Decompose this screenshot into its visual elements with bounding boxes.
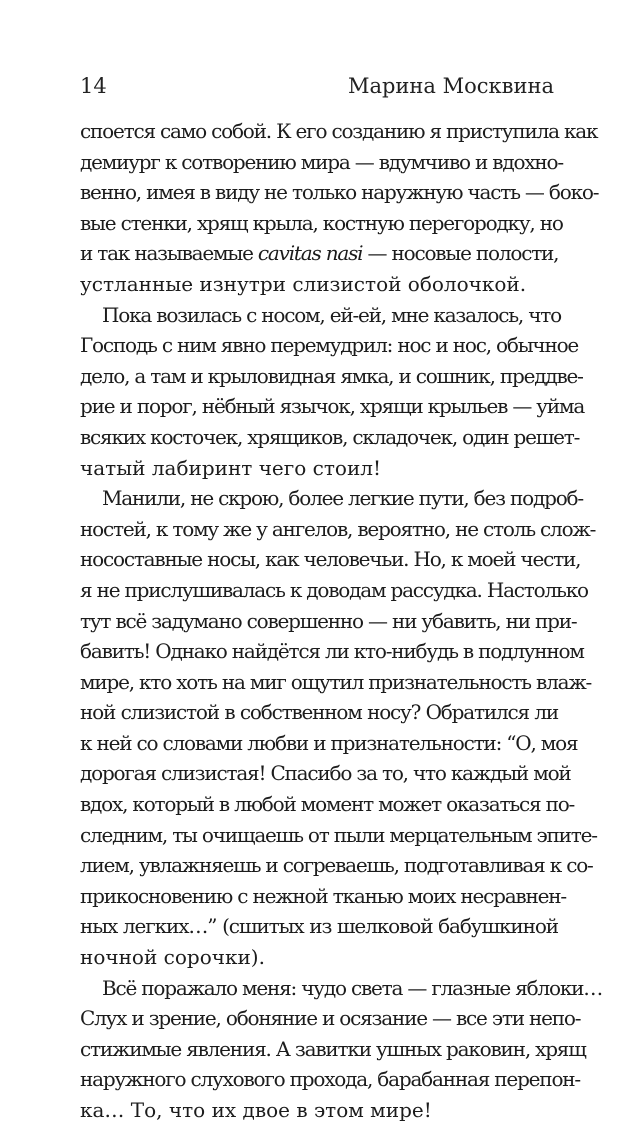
text-run: я не прислушивалась к доводам рассудка. Настолько	[80, 577, 588, 602]
text-line	[80, 667, 592, 698]
paragraph	[80, 300, 585, 484]
text-line	[80, 269, 558, 300]
page-number: 14	[80, 74, 107, 98]
text-line	[80, 391, 585, 422]
text-line	[80, 1064, 580, 1095]
text-run: стижимые явления. А завитки ушных раковин, хрящ	[80, 1036, 586, 1061]
text-run: чатый лабиринт чего стоил!	[80, 455, 382, 480]
text-run: вдох, который в любой момент может оказаться по-	[80, 792, 575, 817]
text-line	[80, 1095, 558, 1126]
text-line	[80, 116, 598, 147]
text-line	[80, 453, 558, 484]
text-line	[80, 361, 583, 392]
text-line	[80, 636, 584, 667]
text-line	[80, 544, 581, 575]
text-run: ностей, к тому же у ангелов, вероятно, не столь слож-	[80, 516, 596, 541]
text-run: споется само собой. К его созданию я приступила как	[80, 119, 598, 143]
running-head-author: Марина Москвина	[347, 74, 554, 98]
text-line	[80, 238, 558, 269]
text-line	[80, 1003, 581, 1034]
text-run: и так называемые	[80, 241, 258, 266]
text-line	[80, 300, 561, 331]
text-run: устланные изнутри слизистой оболочкой.	[80, 271, 527, 296]
text-run: бавить! Однако найдётся ли кто-нибудь в подлунном	[80, 639, 584, 664]
text-line	[80, 881, 566, 912]
text-line	[80, 606, 577, 637]
text-run: ной слизистой в собственном носу? Обратился ли	[80, 700, 558, 725]
text-line	[80, 514, 596, 545]
text-run: Пока возилась с носом, ей-ей, мне казалось, что	[102, 302, 561, 327]
latin-term: cavitas nasi	[257, 241, 363, 266]
text-run: к ней со словами любви и признательности: “О, моя	[80, 730, 578, 755]
text-run: демиург к сотворению мира — вдумчиво и вдохно-	[80, 149, 563, 174]
body-text	[80, 116, 603, 1126]
text-line	[80, 789, 575, 820]
text-run: ночной сорочки).	[80, 945, 265, 970]
text-run: дорогая слизистая! Спасибо за то, что каждый мой	[80, 761, 571, 786]
text-run: Всё поражало меня: чудо света — глазные яблоки…	[102, 975, 603, 1000]
text-run: рие и порог, нёбный язычок, хрящи крыльев — уйма	[80, 394, 585, 419]
text-run: прикосновению с нежной тканью моих несравнен-	[80, 883, 566, 908]
text-run: дело, а там и крыловидная ямка, и сошник, преддве-	[80, 363, 583, 388]
text-line	[80, 973, 603, 1004]
text-line	[80, 147, 563, 178]
text-line	[80, 208, 563, 239]
text-run: Господь с ним явно перемудрил: нос и нос, обычное	[80, 333, 579, 358]
text-run: носоставные носы, как человечьи. Но, к моей чести,	[80, 547, 581, 572]
text-line	[80, 850, 593, 881]
text-run: следним, ты очищаешь от пыли мерцательным эпите-	[80, 822, 597, 847]
text-run: Манили, не скрою, более легкие пути, без подроб-	[102, 486, 583, 511]
text-line	[80, 697, 558, 728]
text-run: тут всё задумано совершенно — ни убавить, ни при-	[80, 608, 577, 633]
text-line	[80, 1034, 586, 1065]
text-line	[80, 177, 599, 208]
text-line	[80, 942, 558, 973]
text-run: всяких косточек, хрящиков, складочек, один решет-	[80, 424, 580, 449]
text-line	[80, 422, 580, 453]
text-line	[80, 575, 588, 606]
text-line	[80, 820, 597, 851]
text-run: мире, кто хоть на миг ощутил признательность влаж-	[80, 669, 592, 694]
text-run: вые стенки, хрящ крыла, костную перегородку, но	[80, 210, 563, 235]
text-run: венно, имея в виду не только наружную часть — боко-	[80, 180, 599, 205]
text-line	[80, 728, 578, 759]
text-line	[80, 758, 571, 789]
text-line	[80, 483, 583, 514]
paragraph	[80, 973, 603, 1126]
text-run: лием, увлажняешь и согреваешь, подготавливая к со-	[80, 853, 593, 878]
text-run: Слух и зрение, обоняние и осязание — все эти непо-	[80, 1006, 581, 1031]
text-line	[80, 911, 558, 942]
paragraph	[80, 483, 597, 973]
text-run: ка… То, что их двое в этом мире!	[80, 1098, 432, 1122]
text-run: ных легких…” (сшитых из шелковой бабушкиной	[80, 914, 558, 939]
text-run: наружного слухового прохода, барабанная перепон-	[80, 1067, 580, 1092]
text-line	[80, 330, 579, 361]
paragraph	[80, 116, 599, 300]
text-run: — носовые полости,	[362, 241, 559, 266]
